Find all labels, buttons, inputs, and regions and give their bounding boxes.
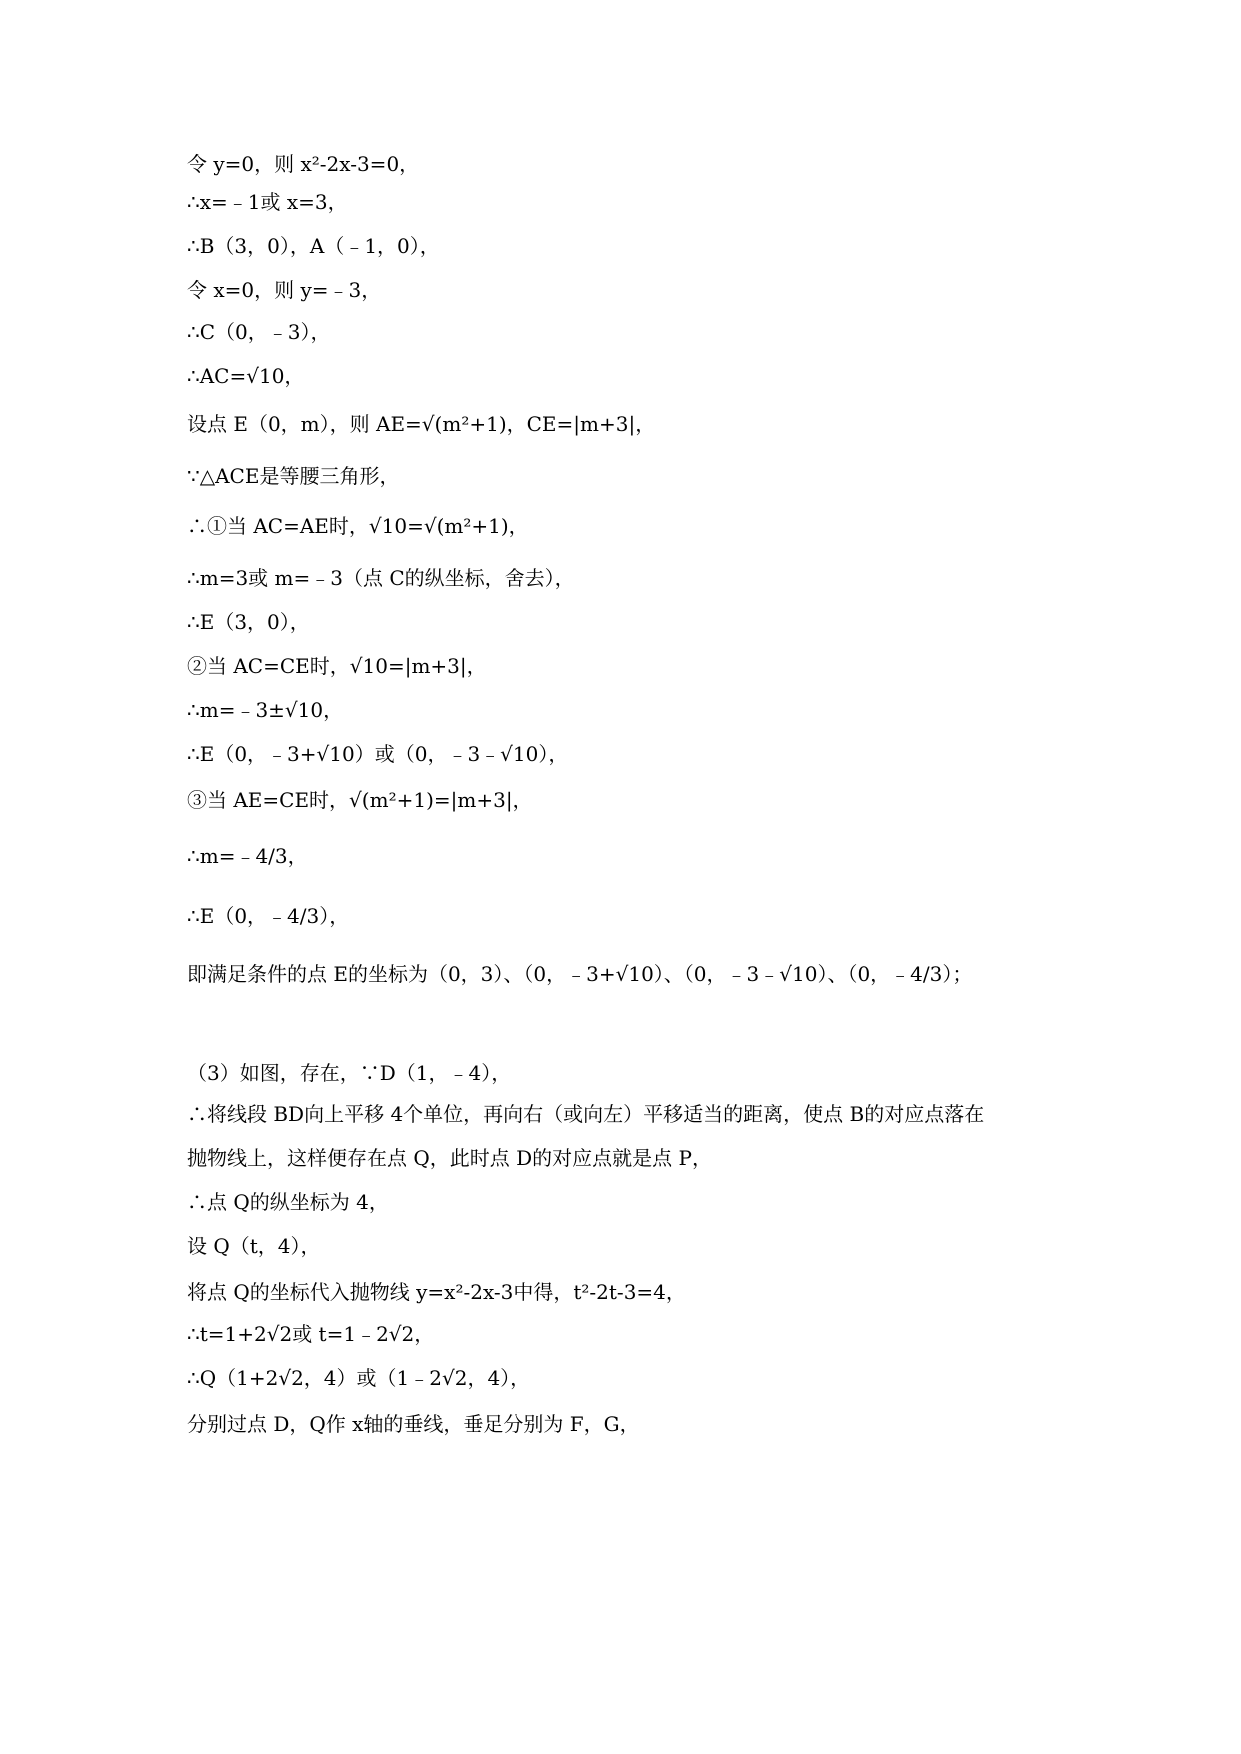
text-line: 将点 Q的坐标代入抛物线 y=x²-2x-3中得，t²-2t-3=4， (187, 1280, 686, 1304)
text-line: ∴m=3或 m=﹣3（点 C的纵坐标，舍去）， (187, 566, 575, 590)
text-line: 令 y=0，则 x²-2x-3=0， (187, 152, 420, 176)
text-line: ∴m=﹣3±√10， (187, 698, 344, 722)
text-line: ③当 AE=CE时，√(m²+1)=|m+3|， (187, 788, 533, 812)
text-line: ∴E（0，﹣3+√10）或（0，﹣3﹣√10）， (187, 742, 569, 766)
text-line: ②当 AC=CE时，√10=|m+3|， (187, 654, 487, 678)
text-line: 令 x=0，则 y=﹣3， (187, 278, 382, 302)
text-line: ∴Q（1+2√2，4）或（1﹣2√2，4）， (187, 1366, 531, 1390)
text-line: ∴AC=√10， (187, 364, 305, 388)
text-line: ∴t=1+2√2或 t=1﹣2√2， (187, 1322, 435, 1346)
text-line: 设点 E（0，m），则 AE=√(m²+1)，CE=|m+3|， (187, 412, 656, 436)
text-line: ∴x=﹣1或 x=3， (187, 190, 348, 214)
text-line: 分别过点 D，Q作 x轴的垂线，垂足分别为 F，G， (187, 1412, 640, 1436)
text-line: ∴E（3，0）， (187, 610, 310, 634)
text-line: 即满足条件的点 E的坐标为（0，3）、（0，﹣3+√10）、（0，﹣3﹣√10）、（0，﹣4/3）； (187, 962, 973, 986)
text-line: ∴B（3，0），A（﹣1，0）， (187, 234, 440, 258)
text-line: ∴将线段 BD向上平移 4个单位，再向右（或向左）平移适当的距离，使点 B的对应点落在 (187, 1102, 985, 1126)
text-line: ∴C（0，﹣3）， (187, 320, 331, 344)
text-line: ∴①当 AC=AE时，√10=√(m²+1)， (187, 514, 529, 538)
text-line: 设 Q（t，4）， (187, 1234, 321, 1258)
text-line: ∴点 Q的纵坐标为 4， (187, 1190, 389, 1214)
text-line: ∵△ACE是等腰三角形， (187, 464, 400, 488)
text-line: ∴m=﹣4/3， (187, 844, 308, 868)
text-line: （3）如图，存在，∵D（1，﹣4）， (187, 1061, 512, 1085)
text-line: 抛物线上，这样便存在点 Q，此时点 D的对应点就是点 P， (187, 1146, 712, 1170)
text-line: ∴E（0，﹣4/3）， (187, 904, 350, 928)
